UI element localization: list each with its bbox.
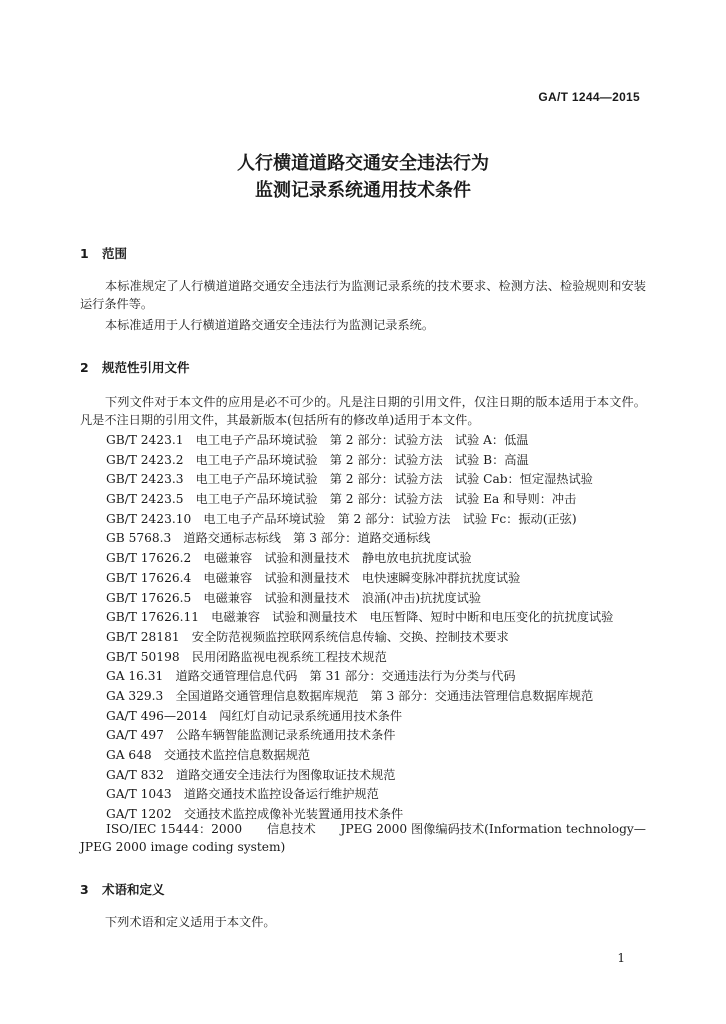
reference-item: GA/T 1043 道路交通技术监控设备运行维护规范 <box>106 787 379 802</box>
reference-item: GB/T 28181 安全防范视频监控联网系统信息传输、交换、控制技术要求 <box>106 629 509 644</box>
reference-item: GA/T 497 公路车辆智能监测记录系统通用技术条件 <box>106 728 396 743</box>
reference-item: GB/T 17626.11 电磁兼容 试验和测量技术 电压暂降、短时中断和电压变化的抗扰度试验 <box>106 610 614 625</box>
title-line-1: 人行横道道路交通安全违法行为 <box>237 153 489 174</box>
title-line-2: 监测记录系统通用技术条件 <box>255 180 471 201</box>
section-heading-normative-references <box>80 358 190 376</box>
reference-item: GA/T 496—2014 闯红灯自动记录系统通用技术条件 <box>106 708 403 723</box>
reference-iso-code: ISO/IEC 15444：2000 <box>106 822 243 836</box>
reference-item: GB/T 17626.2 电磁兼容 试验和测量技术 静电放电抗扰度试验 <box>106 551 472 566</box>
section-title: 范围 <box>102 246 128 261</box>
reference-iso-field: 信息技术 <box>266 822 316 836</box>
standard-code: GA/T 1244—2015 <box>538 90 640 104</box>
scope-paragraph-2: 本标准适用于人行横道道路交通安全违法行为监测记录系统。 <box>105 318 435 332</box>
reference-iso-line-2: JPEG 2000 image coding system) <box>80 840 286 854</box>
reference-iso-title: JPEG 2000 图像编码技术(Information technology— <box>340 822 646 836</box>
reference-item: GB/T 2423.5 电工电子产品环境试验 第 2 部分：试验方法 试验 Ea 和导则：冲击 <box>106 492 577 507</box>
reference-item: GB/T 2423.2 电工电子产品环境试验 第 2 部分：试验方法 试验 B：高温 <box>106 452 529 467</box>
section-number: 2 <box>80 360 89 375</box>
section-number: 3 <box>80 882 89 897</box>
reference-item: GB/T 50198 民用闭路监视电视系统工程技术规范 <box>106 649 387 664</box>
reference-item: GB/T 2423.3 电工电子产品环境试验 第 2 部分：试验方法 试验 Cab：恒定湿热试验 <box>106 472 593 487</box>
section-heading-terms <box>80 880 165 898</box>
reference-item-iso <box>80 820 646 856</box>
section-heading-scope <box>80 244 127 262</box>
reference-item: GA 648 交通技术监控信息数据规范 <box>106 748 311 762</box>
normative-intro-paragraph: 下列文件对于本文件的应用是必不可少的。凡是注日期的引用文件，仅注日期的版本适用于本文件。凡是不注日期的引用文件，其最新版本(包括所有的修改单)适用于本文件。 <box>80 395 646 427</box>
reference-item: GA/T 1202 交通技术监控成像补光装置通用技术条件 <box>106 807 404 822</box>
reference-list <box>106 431 651 825</box>
reference-item: GB/T 17626.4 电磁兼容 试验和测量技术 电快速瞬变脉冲群抗扰度试验 <box>106 570 521 585</box>
reference-item: GB/T 17626.5 电磁兼容 试验和测量技术 浪涌(冲击)抗扰度试验 <box>106 590 482 605</box>
reference-item: GB/T 2423.10 电工电子产品环境试验 第 2 部分：试验方法 试验 Fc：振动(正弦) <box>106 511 577 526</box>
reference-iso-line-1 <box>80 820 646 838</box>
section-number: 1 <box>80 246 89 261</box>
reference-item: GB 5768.3 道路交通标志标线 第 3 部分：道路交通标线 <box>106 531 431 546</box>
section-title: 规范性引用文件 <box>102 360 190 375</box>
terms-intro-paragraph: 下列术语和定义适用于本文件。 <box>105 915 276 929</box>
reference-item: GA 16.31 道路交通管理信息代码 第 31 部分：交通违法行为分类与代码 <box>106 669 516 684</box>
reference-item: GB/T 2423.1 电工电子产品环境试验 第 2 部分：试验方法 试验 A：低温 <box>106 433 529 447</box>
document-title <box>0 150 726 204</box>
reference-item: GA 329.3 全国道路交通管理信息数据库规范 第 3 部分：交通违法管理信息数据库规范 <box>106 688 594 703</box>
section-title: 术语和定义 <box>102 882 165 897</box>
page-number: 1 <box>617 951 625 965</box>
scope-paragraph-1: 本标准规定了人行横道道路交通安全违法行为监测记录系统的技术要求、检测方法、检验规则和安装运行条件等。 <box>80 279 646 311</box>
reference-item: GA/T 832 道路交通安全违法行为图像取证技术规范 <box>106 767 396 782</box>
